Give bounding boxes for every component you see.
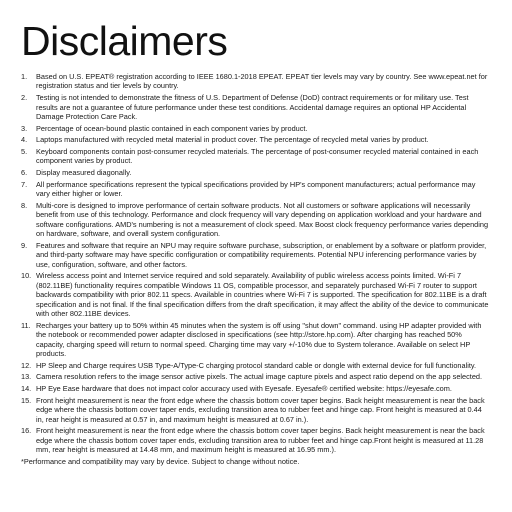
disclaimer-number: 1. (21, 72, 28, 81)
disclaimer-text: HP Sleep and Charge requires USB Type-A/Type-C charging protocol standard cable or dongle with external device for full functionality. (36, 360, 477, 370)
footer-note: *Performance and compatibility may vary by device. Subject to change without notice. (21, 456, 300, 466)
disclaimer-number: 11. (21, 320, 31, 330)
disclaimer-text: Keyboard components contain post-consumer recycled materials. The percentage of post-consumer recycled material contained in each component varies by product. (36, 146, 479, 166)
disclaimer-item (21, 180, 490, 199)
disclaimer-text: Display measured diagonally. (36, 168, 132, 178)
page-title: Disclaimers (21, 18, 228, 64)
disclaimer-number: 4. (21, 135, 28, 145)
disclaimer-number: 9. (21, 240, 28, 250)
disclaimer-item (21, 396, 490, 424)
disclaimer-number: 13. (21, 372, 32, 382)
disclaimer-text: Recharges your battery up to 50% within 45 minutes when the system is off using "shut down" command. using HP adapter provided with the notebook or recommended power adapter disclosed in specifications (see http://store.hp.com). After charging has reached 50% capacity, charging speed will return to normal speed. Charging time may vary +/-10% due to System tolerance. Available on select HP products. (36, 320, 482, 359)
disclaimer-number: 6. (21, 168, 28, 178)
disclaimer-number: 10. (21, 271, 32, 281)
disclaimer-item (21, 241, 490, 269)
disclaimer-text: Front height measurement is near the front edge where the chassis bottom cover taper begins. Back height measurement is near the back edge where the chassis bottom cover taper ends, excluding transition area to rubber feet and hinge cap. Front height is measured at 0.44 in, rear height is measured at 0.57 in, and maximum height is measured at 0.67 in.). (36, 395, 485, 424)
disclaimer-item (21, 271, 490, 318)
disclaimer-number: 16. (21, 426, 32, 436)
disclaimer-item (21, 135, 490, 144)
disclaimer-item (21, 168, 490, 177)
disclaimer-item (21, 93, 490, 121)
disclaimer-text: Laptops manufactured with recycled metal material in product cover. The percentage of recycled metal varies by product. (36, 135, 429, 145)
disclaimer-item (21, 72, 490, 91)
disclaimer-number: 3. (21, 123, 28, 133)
disclaimer-text: HP Eye Ease hardware that does not impact color accuracy used with Eyesafe. Eyesafe® certified website: https://eyesafe.com. (36, 384, 452, 394)
disclaimer-item (21, 426, 490, 454)
disclaimer-text: Wireless access point and Internet service required and sold separately. Availability of public wireless access points limited. Wi-Fi 7 (802.11BE) functionality requires compatible Windows 11 OS, compatible processor, and separately purchased Wi-Fi 7 router to support backwards compatibility with prior 802.11 specs. Available in countries where Wi-Fi 7 is supported. The specification for 802.11BE is a draft specification and is not final. If the final specification differs from the draft specification, it may affect the ability of the device to communicate with other 802.11BE devices. (36, 271, 489, 319)
disclaimer-text: All performance specifications represent the typical specifications provided by HP's component manufacturers; actual performance may vary either higher or lower. (36, 179, 476, 199)
disclaimer-item (21, 361, 490, 370)
disclaimer-item (21, 201, 490, 239)
disclaimer-text: Based on U.S. EPEAT® registration according to IEEE 1680.1-2018 EPEAT. EPEAT tier levels may vary by country. See www.epeat.net for registration status and tier levels by country. (36, 72, 488, 91)
disclaimer-number: 7. (21, 179, 28, 189)
disclaimer-item (21, 372, 490, 381)
disclaimer-number: 2. (21, 93, 28, 103)
disclaimer-number: 15. (21, 395, 32, 405)
disclaimer-text: Front height measurement is near the front edge where the chassis bottom cover taper begins. Back height measurement is near the back edge where the chassis bottom cover taper ends, excluding transition area to rubber feet and hinge cap.Front height is measured at 11.28 mm, rear height is measured at 14.48 mm, and maximum height is measured at 16.95 mm.). (36, 426, 485, 455)
disclaimer-text: Multi-core is designed to improve performance of certain software products. Not all customers or software applications will necessarily benefit from use of this technology. Performance and clock frequency will vary depending on application workload and your hardware and software configurations. AMD's numbering is not a measurement of clock speed. Max Boost clock frequency performance varies depending on hardware, software, and overall system configuration. (36, 200, 489, 239)
disclaimer-number: 12. (21, 360, 32, 370)
disclaimer-text: Percentage of ocean-bound plastic contained in each component varies by product. (36, 123, 308, 133)
disclaimer-number: 8. (21, 200, 28, 210)
disclaimer-number: 14. (21, 384, 32, 394)
disclaimer-text: Testing is not intended to demonstrate the fitness of U.S. Department of Defense (DoD) contract requirements or for military use. Test results are not a guarantee of future performance under these test conditions. Accidental damage requires an optional HP Accidental Damage Protection Care Pack. (36, 93, 469, 121)
disclaimer-text: Features and software that require an NPU may require software purchase, subscription, or enablement by a software or platform provider, and third-party software may have specific configuration or compatibility requirements. Potential NPU inferencing performance varies by use, configuration, software, and other factors. (36, 240, 487, 269)
disclaimer-item (21, 124, 490, 133)
disclaimer-item (21, 321, 490, 359)
disclaimer-number: 5. (21, 146, 28, 156)
disclaimer-text: Camera resolution refers to the image sensor active pixels. The actual image capture pixels and aspect ratio depend on the app selected. (36, 372, 483, 382)
disclaimer-list (21, 72, 490, 455)
disclaimer-item (21, 147, 490, 166)
disclaimer-item (21, 384, 490, 393)
